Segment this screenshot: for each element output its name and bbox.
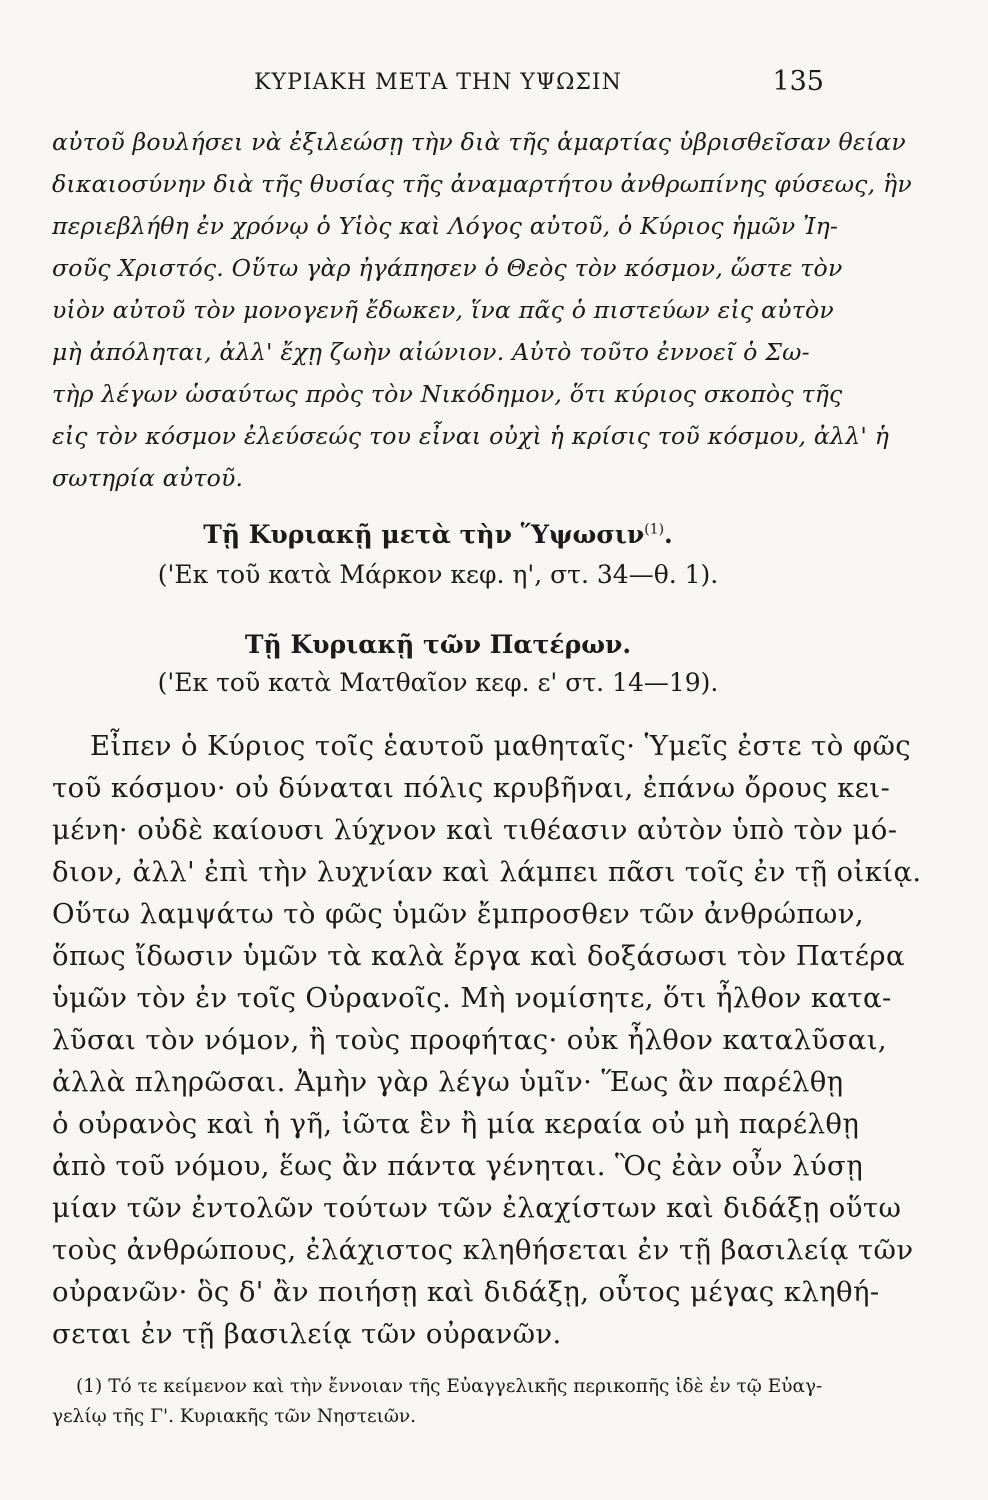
text-line: περιεβλήθη ἐν χρόνῳ ὁ Υἱὸς καὶ Λόγος αὐτοῦ, ὁ Κύριος ἡμῶν Ἰη- (52, 212, 839, 240)
text-line: τοῦ κόσμου· οὐ δύναται πόλις κρυβῆναι, ἐπάνω ὄρους κει- (52, 772, 891, 804)
text-line: εἰς τὸν κόσμον ἐλεύσεώς του εἶναι οὐχὶ ἡ κρίσις τοῦ κόσμου, ἀλλ' ἡ (52, 422, 890, 450)
text-line: μὴ ἀπόληται, ἀλλ' ἔχῃ ζωὴν αἰώνιον. Αὐτὸ τοῦτο ἐννοεῖ ὁ Σω- (52, 338, 810, 366)
text-line: Εἶπεν ὁ Κύριος τοῖς ἑαυτοῦ μαθηταῖς· Ὑμεῖς ἐστε τὸ φῶς (90, 730, 912, 762)
section-heading-after-exaltation (52, 520, 824, 549)
text-line: Οὕτω λαμψάτω τὸ φῶς ὑμῶν ἔμπροσθεν τῶν ἀνθρώπων, (52, 898, 864, 930)
text-line: ὑμῶν τὸν ἐν τοῖς Οὐρανοῖς. Μὴ νομίσητε, ὅτι ἦλθον κατα- (52, 982, 892, 1014)
heading-text: Τῇ Κυριακῇ μετὰ τὴν Ὕψωσιν (203, 520, 645, 549)
heading-end: . (664, 520, 673, 549)
text-line: υἱὸν αὐτοῦ τὸν μονογενῆ ἔδωκεν, ἵνα πᾶς ὁ πιστεύων εἰς αὐτὸν (52, 296, 834, 324)
footnote-line: γελίῳ τῆς Γ'. Κυριακῆς τῶν Νηστειῶν. (52, 1406, 417, 1427)
text-line: μίαν τῶν ἐντολῶν τούτων τῶν ἐλαχίστων καὶ διδάξῃ οὕτω (52, 1192, 902, 1224)
text-line: μένη· οὐδὲ καίουσι λύχνον καὶ τιθέασιν αὐτὸν ὑπὸ τὸν μό- (52, 814, 898, 846)
text-line: σοῦς Χριστός. Οὕτω γὰρ ἠγάπησεν ὁ Θεὸς τὸν κόσμον, ὥστε τὸν (52, 254, 843, 282)
footnote-ref[interactable]: (1) (644, 521, 665, 538)
text-line: λῦσαι τὸν νόμον, ἢ τοὺς προφήτας· οὐκ ἦλθον καταλῦσαι, (52, 1024, 888, 1056)
running-head (52, 66, 824, 100)
text-line: τὴρ λέγων ὡσαύτως πρὸς τὸν Νικόδημον, ὅτι κύριος σκοπὸς τῆς (52, 380, 843, 408)
text-line: ἀλλὰ πληρῶσαι. Ἀμὴν γὰρ λέγω ὑμῖν· Ἕως ἂν παρέλθῃ (52, 1066, 844, 1098)
text-line: ἀπὸ τοῦ νόμου, ἕως ἂν πάντα γένηται. Ὃς ἐὰν οὖν λύσῃ (52, 1150, 864, 1182)
text-line: σεται ἐν τῇ βασιλείᾳ τῶν οὐρανῶν. (52, 1318, 562, 1350)
text-line: διον, ἀλλ' ἐπὶ τὴν λυχνίαν καὶ λάμπει πᾶσι τοῖς ἐν τῇ οἰκίᾳ. (52, 856, 922, 888)
text-line: δικαιοσύνην διὰ τῆς θυσίας τῆς ἀναμαρτήτου ἀνθρωπίνης φύσεως, ἣν (52, 170, 912, 198)
footnote-marker: (1) (76, 1376, 103, 1397)
text-line: αὐτοῦ βουλήσει νὰ ἐξιλεώσῃ τὴν διὰ τῆς ἁμαρτίας ὑβρισθεῖσαν θείαν (52, 128, 906, 156)
section-heading-fathers: Τῇ Κυριακῇ τῶν Πατέρων. (244, 630, 632, 659)
text-line: ὁ οὐρανὸς καὶ ἡ γῆ, ἰῶτα ἓν ἢ μία κεραία οὐ μὴ παρέλθῃ (52, 1108, 860, 1140)
text-line: τοὺς ἀνθρώπους, ἐλάχιστος κληθήσεται ἐν τῇ βασιλείᾳ τῶν (52, 1234, 914, 1266)
text-line: ὅπως ἴδωσιν ὑμῶν τὰ καλὰ ἔργα καὶ δοξάσωσι τὸν Πατέρα (52, 940, 905, 972)
scripture-source: ('Εκ τοῦ κατὰ Μάρκον κεφ. η', στ. 34—θ. 1). (157, 560, 719, 589)
text-line: σωτηρία αὐτοῦ. (52, 464, 244, 492)
running-title: ΚΥΡΙΑΚΗ ΜΕΤΑ ΤΗΝ ΥΨΩΣΙΝ (254, 70, 622, 95)
page-number: 135 (772, 66, 824, 97)
footnote-line (76, 1376, 822, 1397)
footnote-text: Τό τε κείμενον καὶ τὴν ἔννοιαν τῆς Εὐαγγελικῆς περικοπῆς ἰδὲ ἐν τῷ Εὐαγ- (108, 1376, 823, 1397)
scripture-source: ('Εκ τοῦ κατὰ Ματθαῖον κεφ. ε' στ. 14—19). (157, 668, 719, 697)
text-line: οὐρανῶν· ὃς δ' ἂν ποιήσῃ καὶ διδάξῃ, οὗτος μέγας κληθή- (52, 1276, 880, 1308)
